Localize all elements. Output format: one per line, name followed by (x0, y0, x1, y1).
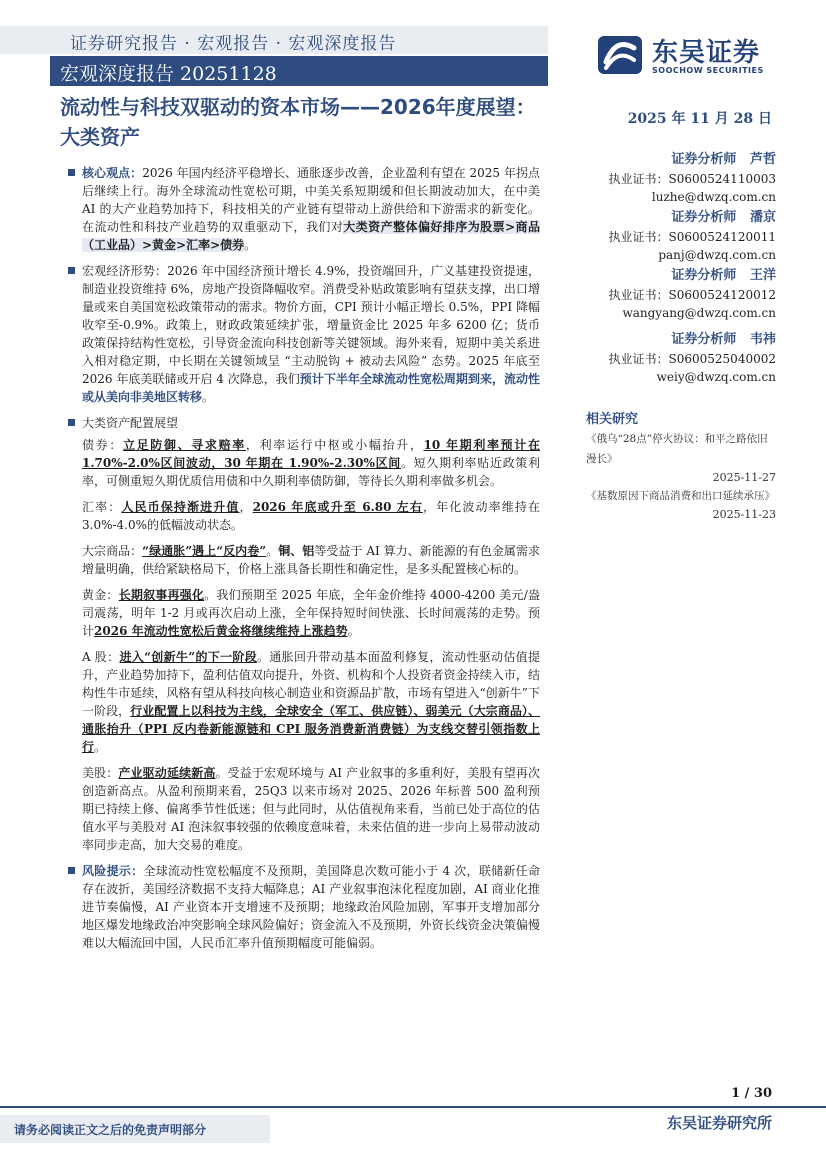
macro-text: 宏观经济形势：2026 年中国经济预计增长 4.9%，投资端回升，广义基建投资提速，制造业投资维持 6%，房地产投资降幅收窄。消费受补贴政策影响有望获支撑，出口增量或来自美国宽松政策带动的需求。物价方面，CPI 预计小幅正增长 0.5%，PPI 降幅收窄至-0.9%。政策上，财政政策延续扩张，增量资金比 2025 年多 6200 亿；货币政策保持结构性宽松，引导资金流向科技创新等关键领域。海外来看，短期中美关系进入相对稳定期，中长期在关键领域呈 “主动脱钩 + 被动去风险” 态势。2025 年底至 2026 年底美联储或开启 4 次降息，我们 (82, 264, 540, 386)
ashare-section: A 股：进入“创新牛”的下一阶段。通胀回升带动基本面盈利修复，流动性驱动估值提升，产业趋势加持下，盈利估值双向提升，外资、机构和个人投资者资金持续入市，结构性牛市延续，风格有望从科技向核心制造业和资源品扩散，市场有望进入“创新牛”下一阶段，行业配置上以科技为主线，全球安全（军工、供应链）、弱美元（大宗商品）、通胀抬升（PPI 反内卷新能源链和 CPI 服务消费新消费链）为支线交替引领指数上行。 (82, 650, 540, 754)
main-body (68, 164, 540, 960)
report-tag (50, 56, 548, 86)
macro-highlight: 预计下半年全球流动性宽松周期到来，流动性或从美向非美地区转移 (82, 372, 540, 404)
analyst-4 (586, 328, 776, 384)
analyst-license: 执业证书：S0600524120011 (608, 230, 776, 244)
analyst-role: 证券分析师 韦祎 (671, 332, 776, 347)
fx-section: 汇率：人民币保持渐进升值，2026 年底或升至 6.80 左右，年化波动率维持在 3.0%-4.0%的低幅波动状态。 (82, 500, 540, 532)
commodity-section: 大宗商品：“绿通胀”遇上“反内卷”。铜、铝等受益于 AI 算力、新能源的有色金属需求增量明确，供给紧缺格局下，价格上涨具备长期性和确定性，是多头配置核心标的。 (82, 544, 540, 576)
breadcrumb-text: 证券研究报告 · 宏观报告 · 宏观深度报告 (70, 34, 397, 54)
page-number: 1 / 30 (731, 1086, 772, 1101)
analyst-email[interactable]: luzhe@dwzq.com.cn (651, 190, 776, 204)
bond-section: 债券：立足防御、寻求赔率，利率运行中枢或小幅抬升，10 年期利率预计在 1.70%-2.0%区间波动，30 年期在 1.90%-2.30%区间。短久期利率贴近政策利率，可侧重短久期优质信用债和中久期利率债防御，等待长久期利率做多机会。 (82, 438, 540, 488)
breadcrumb (0, 26, 548, 54)
risk-section (68, 862, 540, 952)
analyst-role: 证券分析师 潘京 (671, 210, 776, 225)
analyst-name: 韦祎 (749, 332, 776, 347)
analyst-name: 潘京 (749, 210, 776, 225)
related-item[interactable]: 《俄乌“28点”停火协议：和平之路依旧漫长》 (586, 433, 768, 465)
footer-disclaimer-text: 请务必阅读正文之后的免责声明部分 (14, 1123, 207, 1137)
analyst-role: 证券分析师 王洋 (671, 268, 776, 283)
analyst-3 (586, 264, 776, 320)
report-tag-text: 宏观深度报告 20251128 (60, 63, 277, 85)
logo-mark-icon (596, 32, 644, 78)
related-date: 2025-11-27 (712, 471, 776, 484)
core-text: 2026 年国内经济平稳增长、通胀逐步改善，企业盈利有望在 2025 年拐点后继续上行。海外全球流动性宽松可期，中美关系短期缓和但长期波动加大，在中美 AI 的大产业趋势加持下，科技相关的产业链有望带动上游供给和下游需求的新变化。在流动性和科技产业趋势的双重驱动下，我们对 (82, 166, 540, 234)
macro-view: 宏观经济形势：2026 年中国经济预计增长 4.9%，投资端回升，广义基建投资提速，制造业投资维持 6%，房地产投资降幅收窄。消费受补贴政策影响有望获支撑，出口增量或来自美国宽松政策带动的需求。物价方面，CPI 预计小幅正增长 0.5%，PPI 降幅收窄至-0.9%。政策上，财政政策延续扩张，增量资金比 2025 年多 6200 亿；货币政策保持结构性宽松，引导资金流向科技创新等关键领域。海外来看，短期中美关系进入相对稳定期，中长期在关键领域呈 “主动脱钩 + 被动去风险” 态势。2025 年底至 2026 年底美联储或开启 4 次降息，我们预计下半年全球流动性宽松周期到来，流动性或从美向非美地区转移。 (68, 262, 540, 406)
bullet-square-icon (68, 169, 75, 176)
analyst-1 (586, 148, 776, 204)
bullet-square-icon (68, 419, 75, 426)
page-title: 流动性与科技双驱动的资本市场——2026年度展望：大类资产 (60, 95, 536, 149)
related-research (586, 408, 776, 521)
analyst-license: 执业证书：S0600524120012 (608, 288, 776, 302)
bullet-square-icon (68, 267, 75, 274)
logo-english: SOOCHOW SECURITIES (652, 66, 764, 75)
analyst-email[interactable]: weiy@dwzq.com.cn (656, 370, 776, 384)
analyst-license: 执业证书：S0600524110003 (608, 172, 776, 186)
footer-institute: 东吴证券研究所 (666, 1114, 772, 1132)
analyst-name: 王洋 (749, 268, 776, 283)
related-date: 2025-11-23 (712, 508, 776, 521)
bullet-square-icon (68, 867, 75, 874)
gold-section: 黄金：长期叙事再强化。我们预期至 2025 年底，全年金价维持 4000-4200 美元/盎司震荡，明年 1-2 月或再次启动上涨，全年保持短时间快涨、长时间震荡的走势。预计2026 年流动性宽松后黄金将继续维持上涨趋势。 (82, 588, 540, 638)
risk-label: 风险提示： (82, 864, 144, 878)
related-header: 相关研究 (586, 412, 639, 427)
analyst-email[interactable]: wangyang@dwzq.com.cn (622, 306, 776, 320)
logo-name: 东吴证券 (652, 38, 761, 68)
analyst-role: 证券分析师 芦哲 (671, 152, 776, 167)
analyst-license: 执业证书：S0600525040002 (608, 352, 776, 366)
risk-text: 全球流动性宽松幅度不及预期，美国降息次数可能小于 4 次，联储新任命存在波折，美国经济数据不支持大幅降息；AI 产业叙事泡沫化程度加剧，AI 商业化推进节奏偏慢，AI 产业资本开支增速不及预期；地缘政治风险加剧，军事开支增加部分地区爆发地缘政治冲突影响全球风险偏好；资金流入不及预期，外资长线资金决策偏慢难以大幅流回中国，人民币汇率升值预期幅度可能偏弱。 (82, 864, 540, 950)
analyst-name: 芦哲 (749, 152, 776, 167)
allocation-heading: 大类资产配置展望 (68, 414, 540, 432)
report-date: 2025 年 11 月 28 日 (627, 111, 772, 127)
core-view: 核心观点：2026 年国内经济平稳增长、通胀逐步改善，企业盈利有望在 2025 年拐点后继续上行。海外全球流动性宽松可期，中美关系短期缓和但长期波动加大，在中美 AI 的大产业趋势加持下，科技相关的产业链有望带动上游供给和下游需求的新变化。在流动性和科技产业趋势的双重驱动下，我们对大类资产整体偏好排序为股票>商品（工业品）>黄金>汇率>债券。 (68, 164, 540, 254)
logo (596, 32, 776, 76)
analyst-2 (586, 206, 776, 262)
core-ranking: 大类资产整体偏好排序为股票>商品（工业品）>黄金>汇率>债券 (82, 220, 540, 252)
related-item[interactable]: 《基数原因下商品消费和出口延续承压》 (586, 490, 775, 502)
analyst-email[interactable]: panj@dwzq.com.cn (658, 248, 776, 262)
footer-divider (0, 1106, 826, 1108)
core-label: 核心观点： (82, 166, 143, 180)
us-equity-section: 美股：产业驱动延续新高。受益于宏观环境与 AI 产业叙事的多重利好，美股有望再次创造新高点。从盈利预期来看，25Q3 以来市场对 2025、2026 年标普 500 盈利预期已持续上修、偏离季节性低迷；但与此同时，从估值视角来看，当前已处于高位的估值水平与美股对 AI 泡沫叙事较强的依赖度意味着，未来估值的进一步向上易带动波动率同步走高，加大交易的难度。 (82, 766, 540, 852)
footer-disclaimer (0, 1115, 270, 1143)
